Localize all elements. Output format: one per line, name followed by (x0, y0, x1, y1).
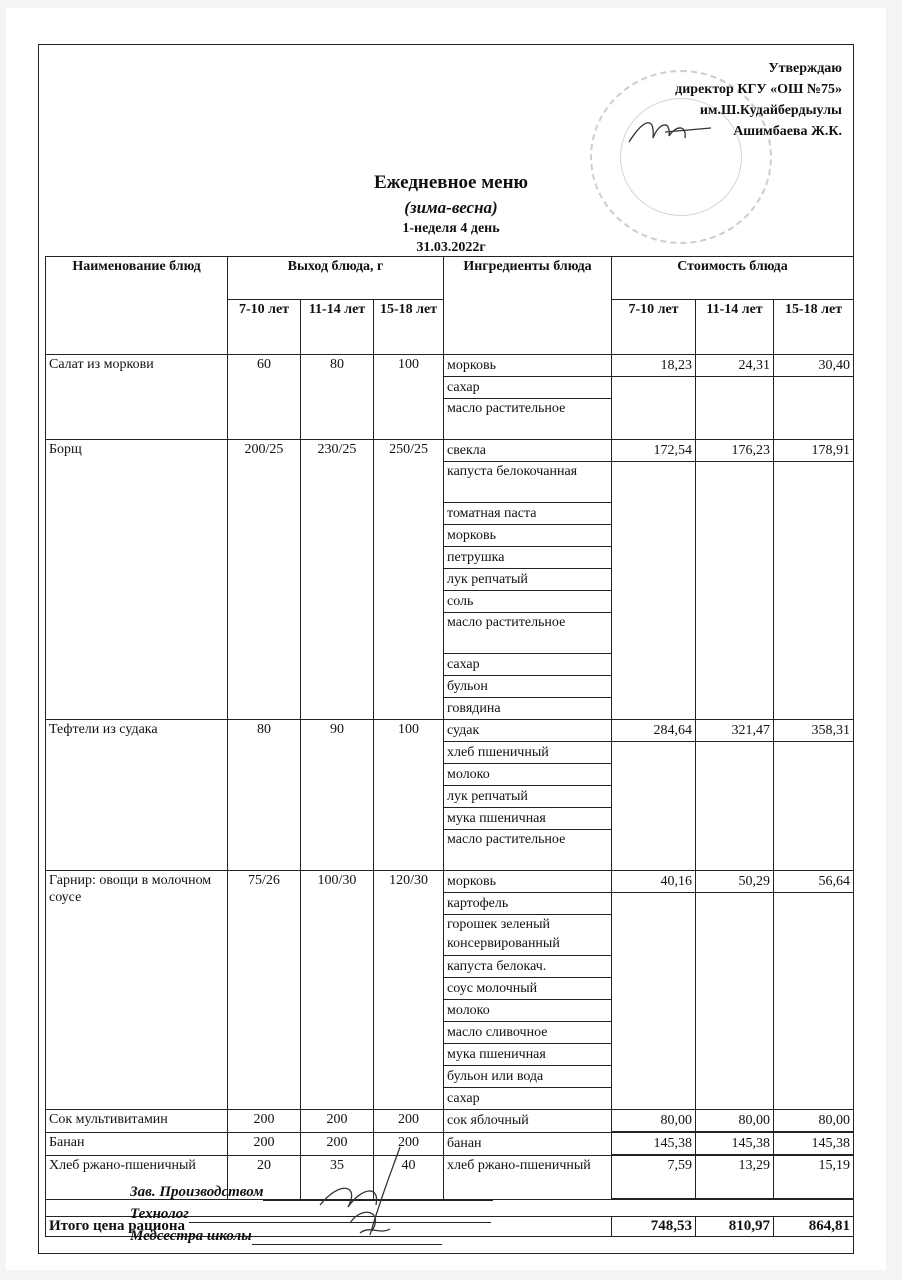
price-value: 13,29 (696, 1156, 773, 1199)
dish-price-age-3 (774, 1156, 854, 1200)
dish-yield-age-1: 200/25 (228, 440, 301, 720)
approval-line-1: Утверждаю (768, 61, 842, 76)
week-day-label: 1-неделя 4 день (402, 221, 500, 236)
dish-yield-age-1: 200 (228, 1133, 301, 1156)
dish-yield-age-3: 250/25 (374, 440, 444, 720)
ingredient-item: мука пшеничная (444, 1044, 611, 1066)
dish-price-age-3 (774, 871, 854, 1110)
col-header-cost: Стоимость блюда (612, 257, 854, 300)
dish-yield-age-2: 80 (301, 355, 374, 440)
price-value: 358,31 (774, 720, 853, 742)
dish-ingredients (444, 1110, 612, 1133)
page-title: Ежедневное меню (373, 172, 529, 193)
cost-age-1: 7-10 лет (612, 300, 696, 355)
dish-row (46, 1110, 854, 1133)
dish-name: Салат из моркови (46, 355, 228, 440)
yield-age-2: 11-14 лет (301, 300, 374, 355)
price-value: 176,23 (696, 440, 773, 462)
dish-price-age-2 (696, 720, 774, 871)
price-value: 30,40 (774, 355, 853, 377)
ingredient-item: лук репчатый (444, 786, 611, 808)
dish-name: Борщ (46, 440, 228, 720)
price-value: 80,00 (612, 1110, 695, 1132)
dish-price-age-3 (774, 355, 854, 440)
ingredient-item: лук репчатый (444, 569, 611, 591)
dish-yield-age-2: 200 (301, 1133, 374, 1156)
approval-line-3: им.Ш.Кудайбердыулы (699, 103, 842, 118)
yield-age-1: 7-10 лет (228, 300, 301, 355)
dish-price-age-2 (696, 355, 774, 440)
handwritten-signatures (300, 1145, 420, 1245)
dish-yield-age-1: 20 (228, 1156, 301, 1200)
price-value: 80,00 (696, 1110, 773, 1132)
price-value: 80,00 (774, 1110, 853, 1132)
dish-price-age-1 (612, 1156, 696, 1200)
dish-price-age-1 (612, 720, 696, 871)
ingredient-item: соус молочный (444, 978, 611, 1000)
ingredient-item: сахар (444, 377, 611, 399)
price-value: 178,91 (774, 440, 853, 462)
ingredient-item: бульон (444, 676, 611, 698)
ingredient-item: хлеб ржано-пшеничный (447, 1158, 591, 1173)
dish-row (46, 1133, 854, 1156)
dish-price-age-2 (696, 1156, 774, 1200)
dish-price-age-1 (612, 1110, 696, 1133)
dish-price-age-1 (612, 355, 696, 440)
col-header-yield: Выход блюда, г (228, 257, 444, 300)
dish-yield-age-3: 40 (374, 1156, 444, 1200)
col-header-ingredients: Ингредиенты блюда (444, 257, 612, 355)
price-value: 7,59 (612, 1156, 695, 1199)
price-value: 24,31 (696, 355, 773, 377)
table-header-row (46, 257, 854, 300)
ingredient-item: соль (444, 591, 611, 613)
dish-price-age-1 (612, 440, 696, 720)
ingredient-item: петрушка (444, 547, 611, 569)
signature-chief-label: Зав. Производством (130, 1184, 264, 1200)
dish-name: Сок мультивитамин (46, 1110, 228, 1133)
dish-ingredients (444, 871, 612, 1110)
dish-row (46, 440, 854, 720)
cost-age-2: 11-14 лет (696, 300, 774, 355)
ingredient-item: свекла (444, 440, 611, 462)
dish-yield-age-2: 100/30 (301, 871, 374, 1110)
price-value: 145,38 (696, 1133, 773, 1155)
ingredient-item: мука пшеничная (444, 808, 611, 830)
dish-row (46, 871, 854, 1110)
dish-yield-age-1: 200 (228, 1110, 301, 1133)
ingredient-item: бульон или вода (444, 1066, 611, 1088)
dish-ingredients (444, 1133, 612, 1156)
dish-yield-age-2: 230/25 (301, 440, 374, 720)
ingredient-item: горошек зеленый консервированный (444, 915, 611, 956)
ingredient-item: молоко (444, 1000, 611, 1022)
ingredient-item: капуста белокач. (444, 956, 611, 978)
approval-line-4: Ашимбаева Ж.К. (733, 124, 842, 139)
price-value: 172,54 (612, 440, 695, 462)
ingredient-item: морковь (444, 871, 611, 893)
ingredient-item: томатная паста (444, 503, 611, 525)
ingredient-item: масло растительное (447, 401, 566, 416)
dish-yield-age-3: 100 (374, 355, 444, 440)
dish-name: Банан (46, 1133, 228, 1156)
ingredient-item: масло сливочное (444, 1022, 611, 1044)
dish-name: Гарнир: овощи в молочном соусе (46, 871, 228, 1110)
price-value: 50,29 (696, 871, 773, 893)
dish-yield-age-2: 90 (301, 720, 374, 871)
menu-table (45, 256, 854, 1237)
ingredient-item: морковь (444, 355, 611, 377)
approval-line-2: директор КГУ «ОШ №75» (675, 82, 842, 97)
dish-row (46, 720, 854, 871)
total-price-age-3: 864,81 (774, 1217, 854, 1237)
dish-ingredients (444, 355, 612, 440)
ingredient-item: капуста белокочанная (444, 462, 611, 503)
ingredient-item: сахар (444, 654, 611, 676)
price-value: 40,16 (612, 871, 695, 893)
cost-age-3: 15-18 лет (774, 300, 854, 355)
total-price-age-2: 810,97 (696, 1217, 774, 1237)
price-value: 15,19 (774, 1156, 853, 1199)
dish-price-age-2 (696, 1133, 774, 1156)
price-value: 145,38 (774, 1133, 853, 1155)
dish-yield-age-3: 120/30 (374, 871, 444, 1110)
ingredient-item: сок яблочный (447, 1113, 529, 1128)
price-value: 56,64 (774, 871, 853, 893)
dish-yield-age-2: 200 (301, 1110, 374, 1133)
total-label: Итого цена рациона (46, 1217, 612, 1237)
ingredient-item: картофель (444, 893, 611, 915)
dish-yield-age-2: 35 (301, 1156, 374, 1200)
ingredient-item: масло растительное (447, 832, 566, 847)
season-label: (зима-весна) (404, 198, 498, 217)
dish-price-age-1 (612, 871, 696, 1110)
dish-yield-age-1: 75/26 (228, 871, 301, 1110)
signature-technologist-label: Технолог (130, 1206, 189, 1222)
signature-nurse-label: Медсестра школы (130, 1228, 252, 1244)
ingredient-item: судак (444, 720, 611, 742)
dish-price-age-3 (774, 1110, 854, 1133)
ingredient-item: банан (447, 1136, 482, 1151)
yield-age-3: 15-18 лет (374, 300, 444, 355)
col-header-name: Наименование блюд (46, 257, 228, 355)
approval-block (675, 58, 842, 142)
dish-price-age-3 (774, 720, 854, 871)
ingredient-item: хлеб пшеничный (444, 742, 611, 764)
dish-yield-age-3: 100 (374, 720, 444, 871)
dish-yield-age-3: 200 (374, 1133, 444, 1156)
dish-name: Тефтели из судака (46, 720, 228, 871)
dish-price-age-3 (774, 1133, 854, 1156)
dish-name: Хлеб ржано-пшеничный (46, 1156, 228, 1200)
dish-price-age-1 (612, 1133, 696, 1156)
price-value: 18,23 (612, 355, 695, 377)
dish-price-age-3 (774, 440, 854, 720)
ingredient-item: морковь (444, 525, 611, 547)
dish-ingredients (444, 720, 612, 871)
dish-yield-age-1: 80 (228, 720, 301, 871)
ingredient-item: сахар (447, 1091, 480, 1106)
ingredient-item: молоко (444, 764, 611, 786)
ingredient-item: масло растительное (444, 613, 611, 654)
price-value: 145,38 (612, 1133, 695, 1155)
dish-yield-age-1: 60 (228, 355, 301, 440)
total-price-age-1: 748,53 (612, 1217, 696, 1237)
dish-price-age-2 (696, 440, 774, 720)
dish-price-age-2 (696, 1110, 774, 1133)
menu-date: 31.03.2022г (416, 240, 486, 255)
ingredient-item: говядина (447, 701, 501, 716)
dish-row (46, 355, 854, 440)
dish-price-age-2 (696, 871, 774, 1110)
price-value: 284,64 (612, 720, 695, 742)
dish-ingredients (444, 440, 612, 720)
price-value: 321,47 (696, 720, 773, 742)
dish-yield-age-3: 200 (374, 1110, 444, 1133)
